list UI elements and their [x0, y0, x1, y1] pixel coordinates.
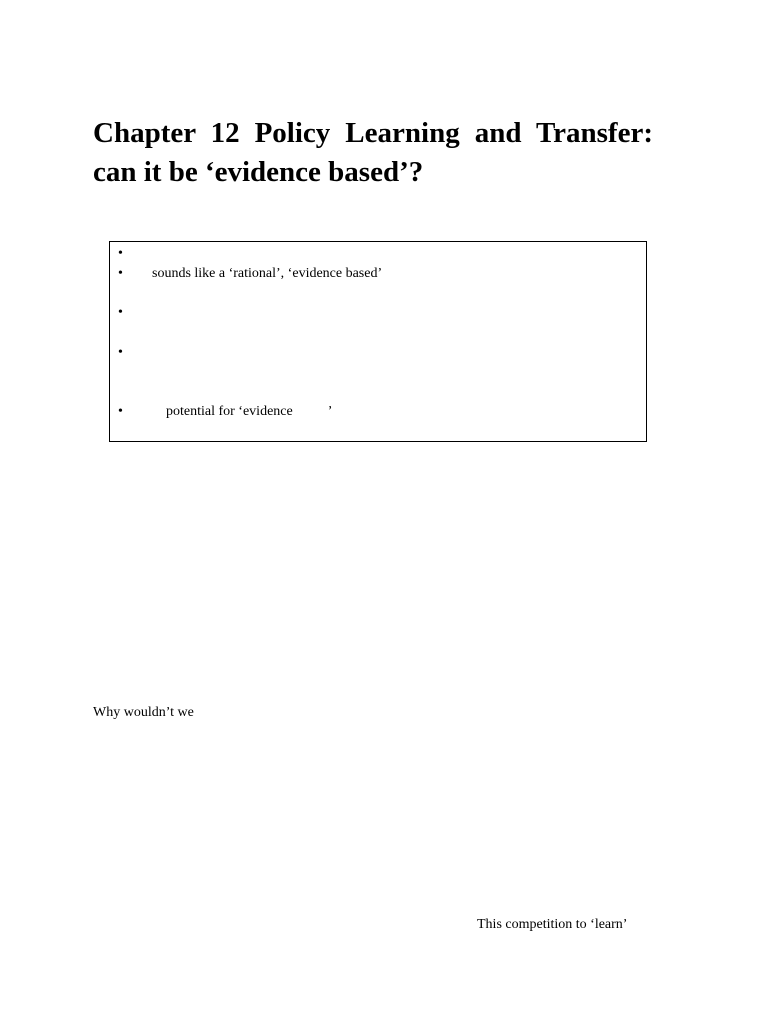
summary-box: [109, 241, 647, 442]
bullet-marker: •: [118, 266, 123, 281]
bullet-marker: •: [118, 345, 123, 360]
paragraph-why-wouldnt-we: Why wouldn’t we: [93, 705, 194, 720]
page-title: Chapter 12 Policy Learning and Transfer: can it be ‘evidence based’?: [93, 117, 653, 188]
bullet-marker: •: [118, 246, 123, 261]
paragraph-competition-to-learn: This competition to ‘learn’: [477, 917, 628, 932]
bullet-marker: •: [118, 305, 123, 320]
bullet-item-5: potential for ‘evidence ’: [166, 404, 333, 419]
bullet-item-2: sounds like a ‘rational’, ‘evidence based’: [152, 266, 383, 281]
bullet-marker: •: [118, 404, 123, 419]
